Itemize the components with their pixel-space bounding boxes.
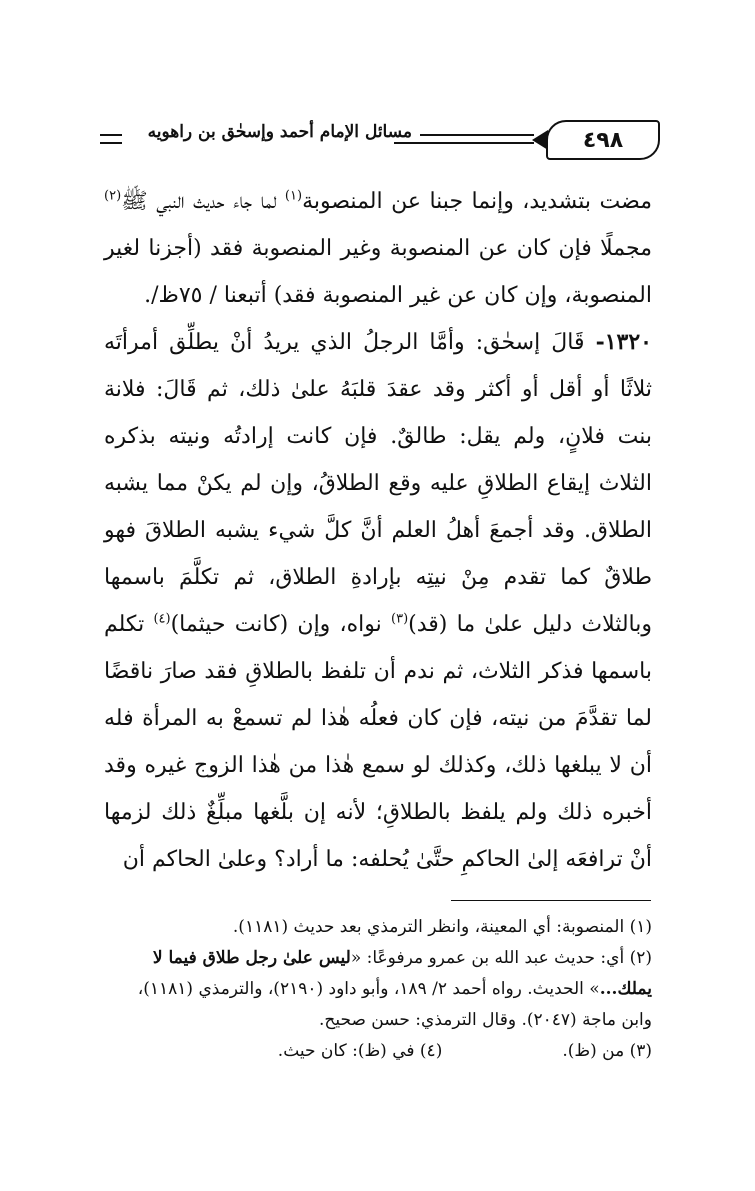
footnote: (٢) أي: حديث عبد الله بن عمرو مرفوعًا: «ليس علىٰ رجل طلاق فيما لا يملك...» الحديث. رواه أحمد ٢/ ١٨٩، وأبو داود (٢١٩٠)، والترمذي (١١٨١)، وابن ماجة (٢٠٤٧). وقال الترمذي: حسن صحيح. (137, 948, 652, 1030)
page-header (100, 118, 660, 168)
header-end-rule (100, 134, 122, 144)
footnote-ref: (٢) (104, 188, 122, 204)
footnote: (١) المنصوبة: أي المعينة، وانظر الترمذي بعد حديث (١١٨١). (232, 917, 652, 937)
footnote-row (104, 1036, 652, 1067)
footnote: (٤) في (ظ): كان حيث. (277, 1041, 443, 1061)
page-number-badge (546, 120, 660, 160)
footnotes (104, 912, 652, 1067)
footnote-separator (451, 900, 651, 901)
page-number: ٤٩٨ (582, 127, 624, 153)
paragraph: مضت بتشديد، وإنما جبنا عن المنصوبة$^{(١)}$ لما جاء حديث النبي ﷺ$^{(٢)}$ مجملًا فإن كان عن المنصوبة وغير المنصوبة فقد (أجزنا لغير المنصوبة، وإن كان عن غير المنصوبة فقد) أتبعنا / ٧٥ظ/. (104, 188, 652, 308)
footnote-ref: (٤) (153, 611, 171, 627)
footnote-ref: (١) (284, 188, 303, 204)
running-title: مسائل الإمام أحمد وإسحٰق بن راهويه (140, 122, 420, 142)
issue-number: ١٣٢٠- (595, 329, 652, 355)
paragraph: ١٣٢٠- قَالَ إسحٰق: وأمَّا الرجلُ الذي يريدُ أنْ يطلِّق أمرأتَه ثلاثًا أو أقل أو أكثر وقد عقدَ قلبَهُ علىٰ ذلك، ثم قَالَ: فلانة بنت فلانٍ، ولم يقل: طالقٌ. فإن كانت إرادتُه ونيته بذكره الثلاث إيقاع الطلاقِ عليه وقع الطلاقُ، وإن لم يكنْ مما يشبه الطلاق. وقد أجمعَ أهلُ العلم أنَّ كلَّ شيء يشبه الطلاقَ فهو طلاقٌ كما تقدم مِنْ نيتِه بإرادةِ الطلاق، ثم تكلَّمَ باسمها وبالثلاث دليل علىٰ ما (قد)$^{(٣)}$ نواه، وإن (كانت حيثما)$^{(٤)}$ تكلم باسمها فذكر الثلاث، ثم ندم أن تلفظ بالطلاقِ فقد صارَ ناقضًا لما تقدَّمَ من نيته، فإن كان فعلُه هٰذا لم تسمعْ به المرأة فله أن لا يبلغها ذلك، وكذلك لو سمع هٰذا من هٰذا الزوج غيره وقد أخبره ذلك ولم يلفظ بالطلاقِ؛ لأنه إن بلَّغها مبلِّغٌ ذلك لزمها أنْ ترافعَه إلىٰ الحاكمِ حتَّىٰ يُحلفه: ما أراد؟ وعلىٰ الحاكم أن (104, 329, 652, 872)
footnote: (٣) من (ظ). (562, 1041, 652, 1061)
main-text (104, 178, 652, 883)
footnote-ref: (٣) (391, 611, 409, 627)
